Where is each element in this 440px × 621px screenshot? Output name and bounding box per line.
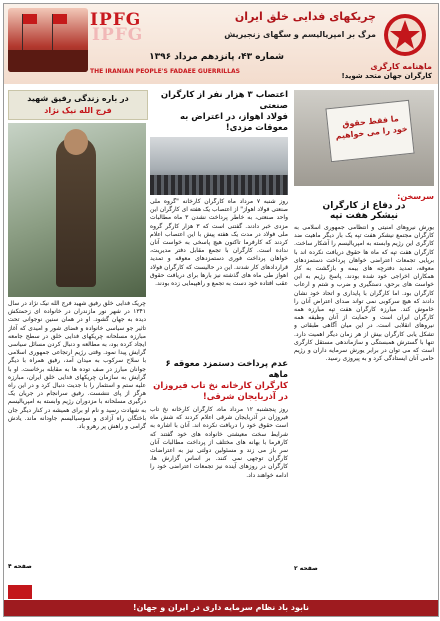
editorial-column [294, 90, 434, 572]
editorial-title-box [294, 189, 434, 224]
workers-slogan: کارگران جهان متحد شوید! [341, 72, 432, 80]
footer-slogan: نابود باد نظام سرمایه داری در ایران و جهان! [4, 600, 438, 616]
article1-headline-line1: اعتصاب ۳ هزار نفر از کارگران صنعتی [160, 90, 288, 111]
editorial-title-line2: نیشکر هفت تپه [329, 211, 399, 221]
sidebar-heading-line1: در باره زندگی رفیق شهید [27, 94, 129, 103]
editorial-title-line1: در دفاع از کارگران [322, 201, 406, 211]
workers-crowd [150, 175, 288, 195]
org-acronym: IPFG [90, 10, 142, 30]
editorial-label: سرسخن: [397, 192, 434, 201]
sidebar-heading-line2: فرج الله نیک نژاد [44, 106, 112, 115]
martyr-portrait-image [8, 123, 146, 297]
editorial-body: یورش نیروهای امنیتی و انتظامی جمهوری اسلامی به کارگران مجتمع نیشکر هفت تپه یک بار دیگر ماهیت ضد کارگری این رژیم وابسته به امپریالیسم را آشکار ساخت. کارگران هفت تپه که ماه ها حقوق دریافت نکرده اند با برپایی تجمعات اعتراضی خواهان پرداخت دستمزدهای معوقه، تمدید دفترچه های بیمه و بازگشت به کار همکاران اخراجی خود شده بودند. پاسخ رژیم به این خواست های برحق، دستگیری و ضرب و شتم و ارعاب کارگران بود. اما کارگران با پایداری و اتحاد خود نشان دادند که هیچ سرکوبی نمی تواند صدای اعتراض آنان را خاموش کند. مبارزه کارگران هفت تپه مبارزه همه کارگران ایران است و حمایت از آنان وظیفه همه نیروهای انقلابی است. در این میان آگاهی طبقاتی و تشکل یابی کارگران بیش از هر زمان دیگر اهمیت دارد. تنها با گسترش همبستگی و سازماندهی مستقل کارگری است که می توان در برابر یورش سرمایه داران و رژیم حامی آنان ایستادگی کرد و به پیروزی رسید. [294, 224, 434, 363]
article1-headline-line2: فولاد اهواز، در اعتراض به معوقات مزدی! [179, 112, 288, 133]
monthly-label: ماهنامه کارگری [370, 62, 432, 71]
strike-photo [150, 137, 288, 195]
sidebar-column [8, 90, 146, 570]
newsletter-page [3, 3, 439, 617]
sidebar-continued: صفحه ۴ [8, 563, 32, 570]
org-name-fa: چریکهای فدایی خلق ایران [234, 10, 376, 23]
masthead [4, 4, 438, 84]
star-emblem-icon [382, 12, 428, 58]
article1-body: روز شنبه ۷ مرداد ماه کارگران کارخانه "گروه ملی صنعتی فولاد اهواز" از اعتصاب یک هفته ای کارگران این واحد صنعتی، به خاطر پرداخت نشدن ۳ ماه مطالبات مزدی خبر دادند. گفتنی است که ۳ هزار کارگر گروه ملی فولاد در مدت یک هفته پیش با این اعتصاب اعلام کردند که کارفرما تاکنون هیچ پاسخی به خواست آنان نداده است. کارگران با تجمع مقابل دفتر مدیریت، خواهان پرداخت فوری دستمزدهای معوقه و تمدید قراردادهای کار شدند. این در حالیست که کارگران فولاد اهواز طی ماه های گذشته نیز بارها برای دریافت حقوق عقب افتاده خود دست به تجمع و راهپیمایی زده بودند. [150, 198, 288, 288]
sidebar-heading [8, 90, 148, 120]
org-name-en: THE IRANIAN PEOPLE'S FADAEE GUERRILLAS [90, 68, 240, 75]
editorial-continued: صفحه ۲ [294, 565, 318, 572]
acronym-shadow: IPFG [92, 25, 144, 45]
protest-sign-text: ما فقط حقوق خود را می خواهیم [335, 114, 408, 141]
portrait-head [64, 129, 88, 155]
masthead-slogan: مرگ بر امپریالیسم و سگهای زنجیریش [224, 30, 376, 39]
portrait-figure [56, 137, 96, 287]
crowd-silhouette [8, 50, 88, 72]
article2-body: روز پنجشنبه ۱۲ مرداد ماه، کارگران کارخانه نخ تاب فیروزان در آذربایجان شرقی اعلام کردند که شش ماه است حقوق خود را دریافت نکرده اند. آنان با اشاره به شرایط سخت معیشتی خانواده های خود گفتند که کارفرما با بهانه های مختلف از پرداخت مطالبات آنان سر باز می زند و مسئولین دولتی نیز به اعتراضات کارگران توجهی نمی کنند. بر اساس گزارش ها، کارگران در روزهای آینده نیز تجمعات اعتراضی خود را ادامه خواهند داد. [150, 406, 288, 479]
middle-column [150, 90, 288, 558]
issue-line: شماره ۴۳، پانزدهم مرداد ۱۳۹۶ [149, 52, 284, 62]
article2-headline-line1: عدم پرداخت دستمزد معوقه ۶ ماهه [165, 359, 288, 380]
footer-flag-icon [8, 585, 32, 599]
red-flag-image [8, 8, 88, 72]
flag-icon [53, 14, 67, 24]
sidebar-body: چریک فدایی خلق رفیق شهید فرج الله نیک نژاد در سال ۱۳۴۱ در شهر نور مازندران در خانواده ای زحمتکش دیده به جهان گشود. او در همان سنین نوجوانی تحت تاثیر جو سیاسی خانواده و فضای شور و امیدی که آغاز مبارزه مسلحانه چریکهای فدایی خلق در سطح جامعه ایجاد کرده بود، به مطالعه و دنبال کردن مسائل سیاسی گرایش پیدا نمود. وقتی رژیم ارتجاعی جمهوری اسلامی با سلاح سرکوب به میدان آمد، رفیق همراه با دیگر جوانان مبارز در صف توده ها به مقابله برخاست. او با گرایش به سازمان چریکهای فدایی خلق ایران، مبارزه علیه ستم و استثمار را با جدیت دنبال کرد و در این راه هرگز از پای ننشست. رفیق سرانجام در جریان یک درگیری مسلحانه با مزدوران رژیم وابسته به امپریالیسم به شهادت رسید و نام او برای همیشه در کنار دیگر جان باختگان راه آزادی و سوسیالیسم جاودانه ماند. یادش گرامی و راهش پر رهرو باد. [8, 300, 146, 431]
protest-sign-photo [294, 90, 434, 186]
article2-headline-line2: کارگران کارخانه نخ تاب فیروزان در آذربایجان شرقی! [153, 381, 288, 402]
flag-icon [23, 14, 37, 24]
